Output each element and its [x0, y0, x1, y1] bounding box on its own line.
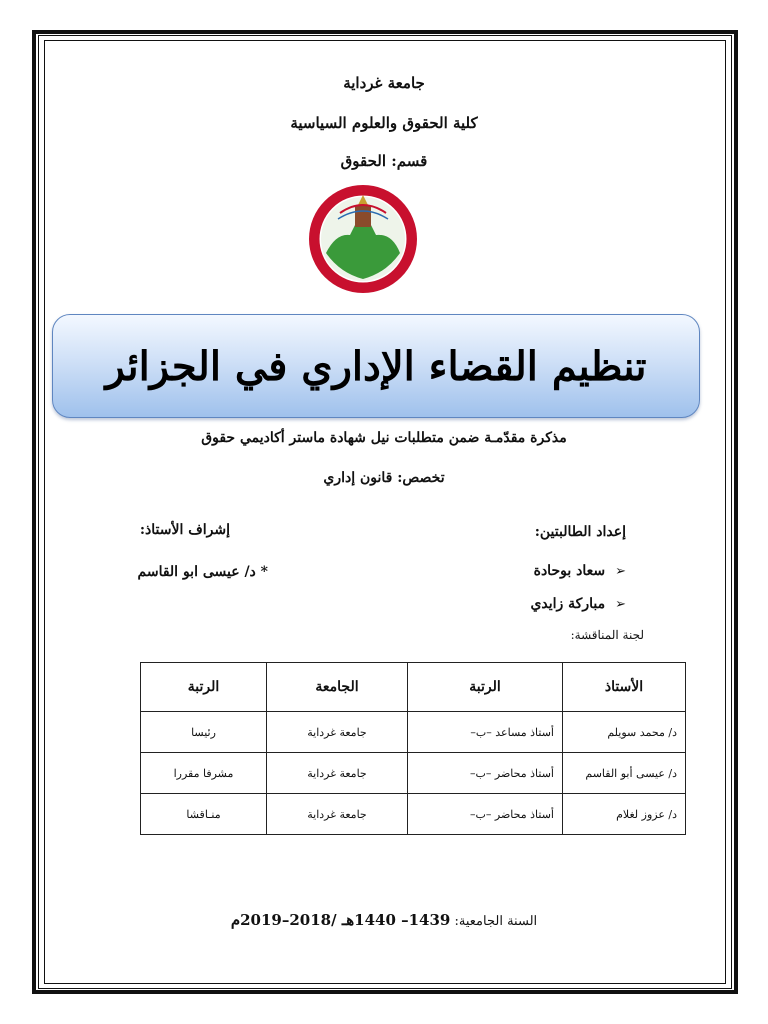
university-seal-icon	[306, 183, 420, 295]
specialization: تخصص: قانون إداري	[323, 470, 445, 486]
table-row	[141, 794, 686, 835]
committee-label: لجنة المناقشة:	[570, 628, 644, 642]
students-label: إعداد الطالبتين:	[534, 524, 626, 540]
supervisor-label: إشراف الأستاذ:	[139, 522, 230, 538]
arrow-bullet-icon: ➢	[615, 563, 626, 579]
student-name: مباركة زايدي	[530, 596, 606, 612]
supervisor-name: * د/ عيسى ابو القاسم	[137, 564, 268, 580]
table-cell: د/ عيسى أبو القاسم	[563, 753, 686, 794]
table-row	[141, 712, 686, 753]
academic-year	[0, 911, 768, 929]
student-name: سعاد بوحادة	[533, 563, 606, 579]
column-header: الرتبة	[141, 663, 267, 712]
committee-table	[140, 662, 686, 835]
table-cell: د/ عزوز لغلام	[563, 794, 686, 835]
page-border-inner	[44, 40, 726, 984]
academic-year-value: 1439– 1440هـ /2018–2019م	[230, 911, 451, 929]
academic-year-label: السنة الجامعية:	[454, 914, 538, 929]
student-item	[530, 596, 626, 612]
table-cell: د/ محمد سويلم	[563, 712, 686, 753]
title-banner	[52, 314, 700, 418]
arrow-bullet-icon: ➢	[615, 596, 626, 612]
table-cell: مشرفا مقررا	[141, 753, 267, 794]
table-cell: جامعة غرداية	[267, 712, 408, 753]
column-header: الجامعة	[267, 663, 408, 712]
department-name: قسم: الحقوق	[340, 152, 428, 170]
column-header: الأستاذ	[563, 663, 686, 712]
table-cell: جامعة غرداية	[267, 794, 408, 835]
table-row	[141, 753, 686, 794]
table-cell: رئيسا	[141, 712, 267, 753]
column-header: الرتبة	[408, 663, 563, 712]
table-cell: أستاذ محاضر –ب–	[408, 753, 563, 794]
table-cell: جامعة غرداية	[267, 753, 408, 794]
student-item	[534, 563, 626, 579]
faculty-name: كلية الحقوق والعلوم السياسية	[290, 114, 478, 132]
table-cell: أستاذ محاضر –ب–	[408, 794, 563, 835]
table-cell: منـاقشا	[141, 794, 267, 835]
thesis-title: تنظيم القضاء الإداري في الجزائر	[105, 342, 647, 390]
thesis-subtitle: مذكرة مقدّمـة ضمن متطلبات نيل شهادة ماستر أكاديمي حقوق	[201, 430, 567, 446]
university-name: جامعة غرداية	[343, 74, 425, 92]
table-header-row	[141, 663, 686, 712]
table-cell: أستاذ مساعد –ب–	[408, 712, 563, 753]
